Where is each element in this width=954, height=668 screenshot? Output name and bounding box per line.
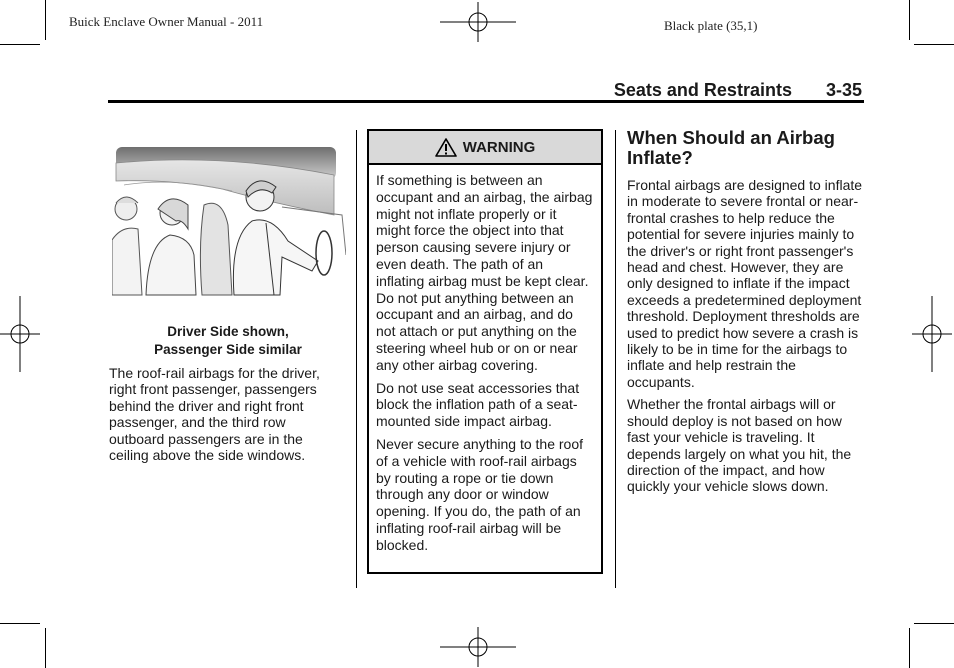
- caption-line-1: Driver Side shown,: [167, 324, 289, 339]
- car-interior-airbag-illustration: [112, 145, 346, 300]
- running-header-right: Black plate (35,1): [664, 18, 758, 33]
- registration-mark-right: [912, 296, 952, 372]
- warning-header: [369, 131, 601, 165]
- warning-paragraph: If something is between an occupant and an airbag, the airbag might not inflate properly or it might force the object into that person causing severe injury or even death. The path of an inflating airbag must be kept clear. Do not put anything between an occupant and an airbag, and do not attach or put anything on the steering wheel hub or on or near any other airbag covering.: [376, 172, 593, 373]
- warning-triangle-icon: [435, 138, 457, 157]
- warning-title: WARNING: [462, 138, 536, 156]
- page-number: 3-35: [825, 80, 862, 100]
- registration-mark-bottom: [440, 627, 516, 667]
- body-paragraph: Frontal airbags are designed to inflate in moderate to severe frontal or near-frontal crashes to help reduce the potential for severe injuries mainly to the driver's or right front passenger's head and chest. However, they are only designed to inflate if the impact exceeds a predetermined deployment threshold. Deployment thresholds are used to predict how severe a crash is likely to be in time for the airbags to inflate and help restrain the occupants.: [627, 177, 863, 390]
- column-divider-right: [615, 130, 616, 588]
- figure-caption: [112, 323, 344, 359]
- registration-mark-top: [440, 2, 516, 42]
- section-title: Seats and Restraints: [613, 80, 792, 100]
- right-body: [627, 177, 863, 495]
- warning-paragraph: Do not use seat accessories that block the inflation path of a seat-mounted side impact airbag.: [376, 379, 580, 430]
- left-paragraph: The roof-rail airbags for the driver, right front passenger, passengers behind the driver and right front passenger, and the third row outboard passengers are in the ceiling above the side windows.: [109, 365, 320, 464]
- section-heading: When Should an Airbag Inflate?: [627, 127, 835, 168]
- right-column: [627, 128, 863, 501]
- warning-body: [369, 165, 601, 554]
- warning-box: [367, 129, 603, 574]
- section-header: [614, 80, 862, 101]
- running-header-left: Buick Enclave Owner Manual - 2011: [69, 14, 264, 29]
- header-rule: [108, 100, 864, 103]
- body-paragraph: Whether the frontal airbags will or should deploy is not based on how fast your vehicle is traveling. It depends largely on what you hit, the direction of the impact, and how quickly your vehicle slows down.: [627, 396, 852, 495]
- registration-mark-left: [0, 296, 40, 372]
- warning-paragraph: Never secure anything to the roof of a vehicle with roof-rail airbags by routing a rope or tie down through any door or window opening. If you do, the path of an inflating roof-rail airbag will be blocked.: [376, 435, 584, 553]
- column-divider-left: [356, 130, 357, 588]
- caption-line-2: Passenger Side similar: [154, 342, 302, 357]
